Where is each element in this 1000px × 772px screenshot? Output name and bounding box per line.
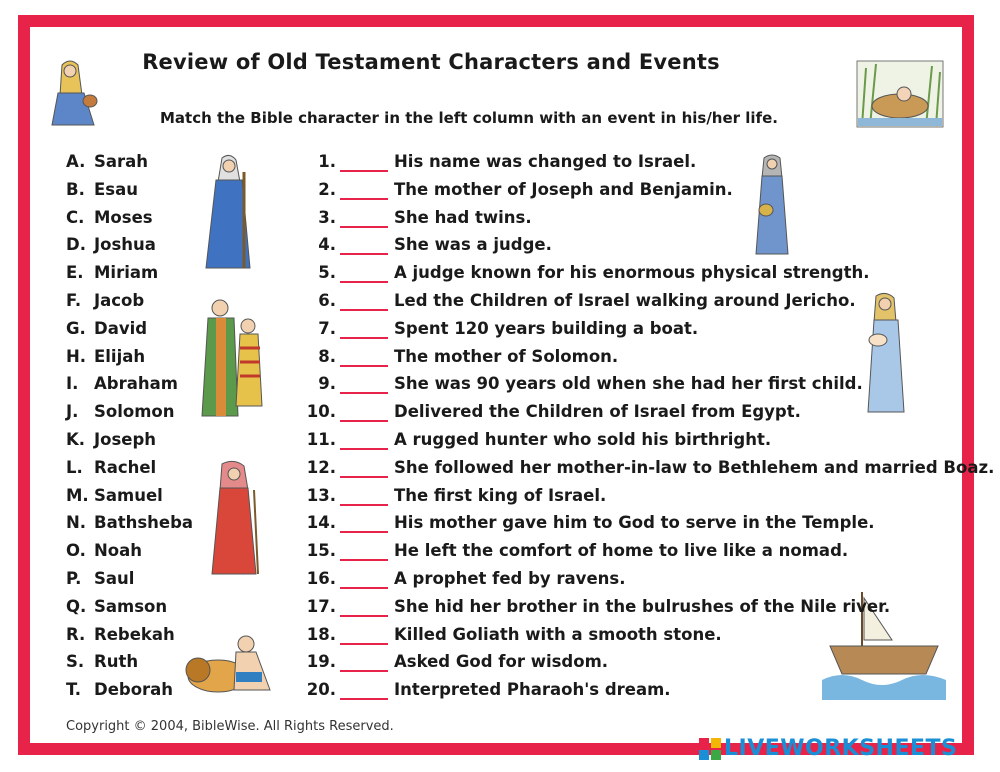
character-item[interactable] [66, 402, 193, 430]
character-name: Deborah [94, 680, 174, 700]
character-letter: O. [66, 541, 86, 561]
answer-blank-input[interactable] [340, 652, 388, 672]
character-letter: S. [66, 652, 85, 672]
character-item[interactable] [66, 374, 193, 402]
character-item[interactable] [66, 569, 193, 597]
event-item [300, 430, 994, 458]
character-item[interactable] [66, 263, 193, 291]
character-item[interactable] [66, 625, 193, 653]
event-number: 18. [306, 624, 336, 644]
baby-in-basket-illustration [856, 60, 944, 128]
event-description: The mother of Joseph and Benjamin. [394, 179, 733, 199]
character-letter: R. [66, 624, 86, 644]
event-description: Spent 120 years building a boat. [394, 318, 699, 338]
character-letter: I. [66, 374, 79, 394]
woman-kneeling-illustration [44, 55, 100, 127]
character-letter: A. [66, 152, 86, 171]
character-name: Saul [94, 568, 135, 588]
character-item[interactable] [66, 513, 193, 541]
answer-blank-input[interactable] [340, 569, 388, 589]
character-name: Solomon [94, 402, 175, 422]
character-item[interactable] [66, 486, 193, 514]
event-number: 11. [306, 429, 336, 449]
character-name: Noah [94, 541, 143, 561]
character-letter: N. [66, 513, 87, 533]
event-description: The mother of Solomon. [394, 346, 619, 366]
event-item [300, 291, 994, 319]
worksheet-instructions: Match the Bible character in the left column with an event in his/her life. [160, 109, 778, 127]
answer-blank-input[interactable] [340, 374, 388, 394]
event-item [300, 458, 994, 486]
event-description: A rugged hunter who sold his birthright. [394, 429, 772, 449]
event-description: She hid her brother in the bulrushes of the Nile river. [394, 596, 891, 616]
character-letter: B. [66, 179, 85, 199]
character-name: Rebekah [94, 624, 175, 644]
answer-blank-input[interactable] [340, 625, 388, 645]
character-letter: J. [66, 402, 79, 422]
event-description: She followed her mother-in-law to Bethlehem and married Boaz. [394, 457, 995, 477]
answer-blank-input[interactable] [340, 319, 388, 339]
event-item [300, 680, 994, 708]
character-name: Joseph [94, 429, 157, 449]
event-description: Interpreted Pharaoh's dream. [394, 680, 671, 700]
event-item [300, 486, 994, 514]
event-item [300, 597, 994, 625]
event-number: 20. [306, 680, 336, 700]
character-item[interactable] [66, 235, 193, 263]
character-name: Esau [94, 179, 138, 199]
character-name: Samuel [94, 485, 163, 505]
character-letter: K. [66, 429, 86, 449]
answer-blank-input[interactable] [340, 402, 388, 422]
character-list [66, 152, 193, 708]
event-item [300, 402, 994, 430]
event-item [300, 513, 994, 541]
event-number: 19. [306, 652, 336, 672]
event-item [300, 235, 994, 263]
answer-blank-input[interactable] [340, 597, 388, 617]
answer-blank-input[interactable] [340, 152, 388, 172]
event-item [300, 541, 994, 569]
character-item[interactable] [66, 291, 193, 319]
event-description: She had twins. [394, 207, 532, 227]
character-item[interactable] [66, 347, 193, 375]
character-name: David [94, 318, 148, 338]
moses-with-staff-illustration [200, 152, 256, 270]
answer-blank-input[interactable] [340, 208, 388, 228]
event-description: Led the Children of Israel walking around Jericho. [394, 290, 856, 310]
event-number: 6. [318, 290, 336, 310]
character-name: Samson [94, 596, 168, 616]
woman-in-red-robe-illustration [206, 460, 264, 576]
brand-name: LIVEWORKSHEETS [724, 736, 958, 761]
answer-blank-input[interactable] [340, 541, 388, 561]
character-letter: G. [66, 318, 86, 338]
character-item[interactable] [66, 180, 193, 208]
event-item [300, 347, 994, 375]
character-item[interactable] [66, 680, 193, 708]
event-number: 14. [306, 513, 336, 533]
answer-blank-input[interactable] [340, 486, 388, 506]
character-name: Joshua [94, 235, 156, 255]
event-item [300, 180, 994, 208]
character-letter: T. [66, 680, 82, 700]
character-letter: H. [66, 346, 87, 366]
answer-blank-input[interactable] [340, 263, 388, 283]
character-letter: P. [66, 568, 82, 588]
answer-blank-input[interactable] [340, 458, 388, 478]
character-letter: C. [66, 207, 85, 227]
character-letter: M. [66, 485, 89, 505]
event-item [300, 152, 994, 180]
character-name: Bathsheba [94, 513, 194, 533]
father-and-son-illustration [198, 296, 266, 420]
event-number: 8. [318, 346, 336, 366]
event-item [300, 625, 994, 653]
event-item [300, 319, 994, 347]
character-letter: Q. [66, 596, 87, 616]
character-name: Sarah [94, 152, 149, 171]
event-number: 5. [318, 263, 336, 283]
event-description: He left the comfort of home to live like a nomad. [394, 541, 849, 561]
event-number: 1. [318, 152, 336, 171]
event-description: Delivered the Children of Israel from Egypt. [394, 402, 801, 422]
event-number: 3. [318, 207, 336, 227]
event-item [300, 208, 994, 236]
copyright-notice: Copyright © 2004, BibleWise. All Rights Reserved. [66, 719, 394, 734]
event-list [300, 152, 994, 708]
character-name: Miriam [94, 263, 159, 283]
event-description: A judge known for his enormous physical strength. [394, 263, 870, 283]
character-item[interactable] [66, 458, 193, 486]
character-name: Jacob [94, 290, 145, 310]
character-item[interactable] [66, 152, 193, 180]
answer-blank-input[interactable] [340, 347, 388, 367]
event-description: A prophet fed by ravens. [394, 568, 626, 588]
event-number: 9. [318, 374, 336, 394]
character-name: Moses [94, 207, 153, 227]
event-item [300, 569, 994, 597]
samson-and-lion-illustration [184, 630, 284, 700]
event-description: She was a judge. [394, 235, 552, 255]
character-item[interactable] [66, 430, 193, 458]
character-item[interactable] [66, 652, 193, 680]
event-number: 2. [318, 179, 336, 199]
answer-blank-input[interactable] [340, 680, 388, 700]
event-description: The first king of Israel. [394, 485, 607, 505]
event-number: 12. [306, 457, 336, 477]
character-name: Ruth [94, 652, 139, 672]
event-item [300, 374, 994, 402]
event-number: 17. [306, 596, 336, 616]
event-description: His name was changed to Israel. [394, 152, 697, 171]
character-letter: L. [66, 457, 83, 477]
event-number: 4. [318, 235, 336, 255]
character-letter: F. [66, 290, 82, 310]
event-description: She was 90 years old when she had her first child. [394, 374, 863, 394]
event-number: 15. [306, 541, 336, 561]
character-item[interactable] [66, 597, 193, 625]
character-item[interactable] [66, 319, 193, 347]
character-item[interactable] [66, 208, 193, 236]
character-name: Rachel [94, 457, 157, 477]
event-number: 13. [306, 485, 336, 505]
answer-blank-input[interactable] [340, 430, 388, 450]
character-letter: E. [66, 263, 84, 283]
event-description: His mother gave him to God to serve in the Temple. [394, 513, 875, 533]
answer-blank-input[interactable] [340, 235, 388, 255]
character-letter: D. [66, 235, 86, 255]
event-number: 16. [306, 568, 336, 588]
liveworksheets-brand[interactable] [698, 736, 957, 761]
answer-blank-input[interactable] [340, 291, 388, 311]
event-description: Killed Goliath with a smooth stone. [394, 624, 722, 644]
event-item [300, 652, 994, 680]
event-number: 7. [318, 318, 336, 338]
worksheet-title: Review of Old Testament Characters and Events [142, 50, 720, 74]
character-item[interactable] [66, 541, 193, 569]
answer-blank-input[interactable] [340, 513, 388, 533]
character-name: Abraham [94, 374, 178, 394]
event-number: 10. [306, 402, 336, 422]
liveworksheets-logo-icon [698, 737, 722, 761]
event-item [300, 263, 994, 291]
answer-blank-input[interactable] [340, 180, 388, 200]
character-name: Elijah [94, 346, 146, 366]
event-description: Asked God for wisdom. [394, 652, 609, 672]
